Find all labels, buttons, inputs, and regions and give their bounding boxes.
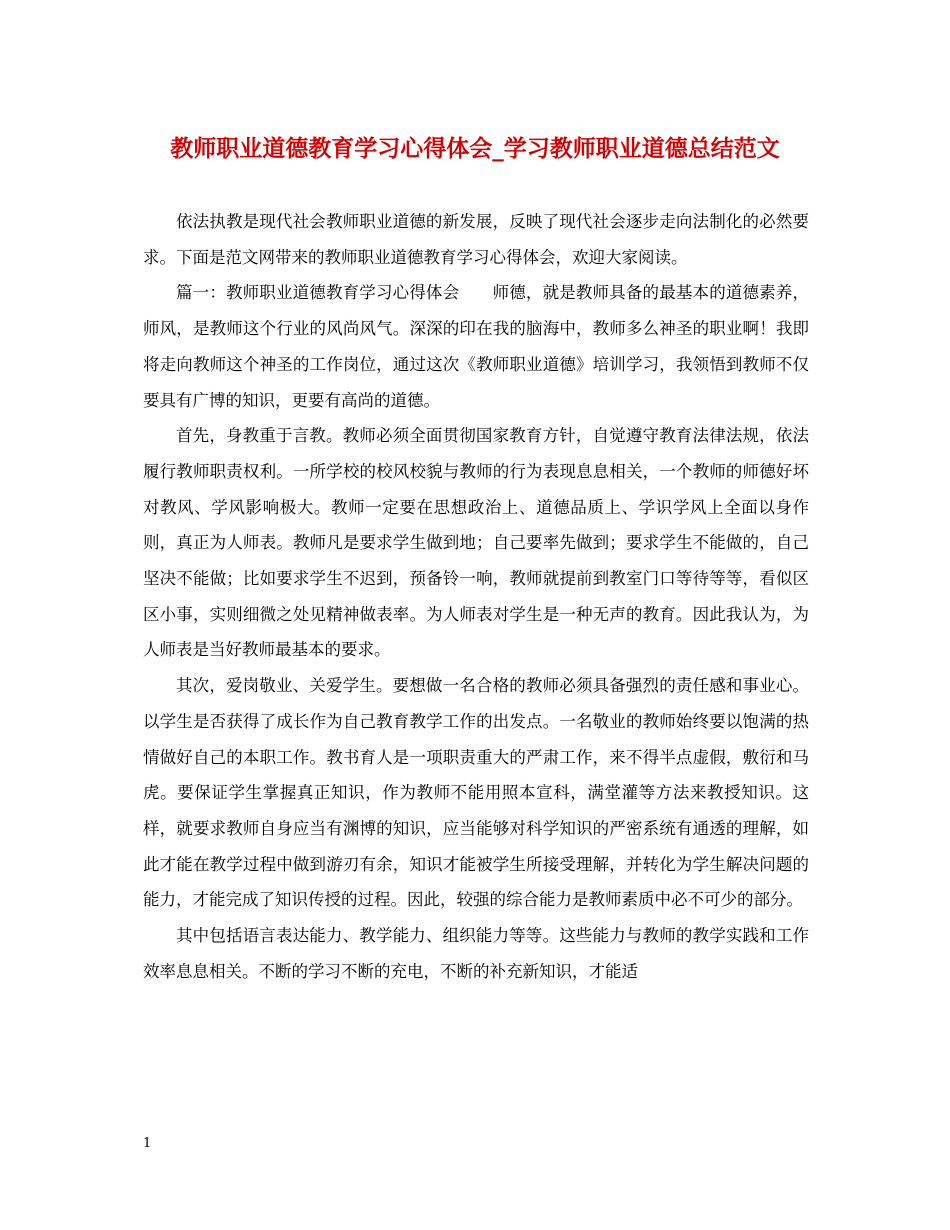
paragraph-second-point: 其次，爱岗敬业、关爱学生。要想做一名合格的教师必须具备强烈的责任感和事业心。以学生是否获得了成长作为自己教育教学工作的出发点。一名敬业的教师始终要以饱满的热情做好自己的本职工作。教书育人是一项职责重大的严肃工作，来不得半点虚假，敷衍和马虎。要保证学生掌握真正知识，作为教师不能用照本宣科，满堂灌等方法来教授知识。这样，就要求教师自身应当有渊博的知识，应当能够对科学知识的严密系统有通透的理解，如此才能在教学过程中做到游刃有余，知识才能被学生所接受理解，并转化为学生解决问题的能力，才能完成了知识传授的过程。因此，较强的综合能力是教师素质中必不可少的部分。 bbox=[143, 676, 809, 910]
document-title: 教师职业道德教育学习心得体会_学习教师职业道德总结范文 bbox=[170, 135, 780, 162]
page-number: 1 bbox=[143, 1136, 152, 1151]
paragraph-first-point: 首先，身教重于言教。教师必须全面贯彻国家教育方针，自觉遵守教育法律法规，依法履行教师职责权利。一所学校的校风校貌与教师的行为表现息息相关，一个教师的师德好坏对教风、学风影响极大。教师一定要在思想政治上、道德品质上、学识学风上全面以身作则，真正为人师表。教师凡是要求学生做到地；自己要率先做到；要求学生不能做的，自己坚决不能做；比如要求学生不迟到，预备铃一响，教师就提前到教室门口等待等等，看似区区小事，实则细微之处见精神做表率。为人师表对学生是一种无声的教育。因此我认为，为人师表是当好教师最基本的要求。 bbox=[143, 426, 809, 660]
paragraph-part-one: 篇一：教师职业道德教育学习心得体会 师德，就是教师具备的最基本的道德素养，师风，是教师这个行业的风尚风气。深深的印在我的脑海中，教师多么神圣的职业啊！我即将走向教师这个神圣的工作岗位，通过这次《教师职业道德》培训学习，我领悟到教师不仅要具有广博的知识，更要有高尚的道德。 bbox=[143, 283, 809, 410]
document-body bbox=[143, 204, 809, 989]
paragraph-abilities: 其中包括语言表达能力、教学能力、组织能力等等。这些能力与教师的教学实践和工作效率息息相关。不断的学习不断的充电，不断的补充新知识，才能适 bbox=[143, 926, 809, 981]
paragraph-intro: 依法执教是现代社会教师职业道德的新发展，反映了现代社会逐步走向法制化的必然要求。下面是范文网带来的教师职业道德教育学习心得体会，欢迎大家阅读。 bbox=[143, 212, 809, 267]
